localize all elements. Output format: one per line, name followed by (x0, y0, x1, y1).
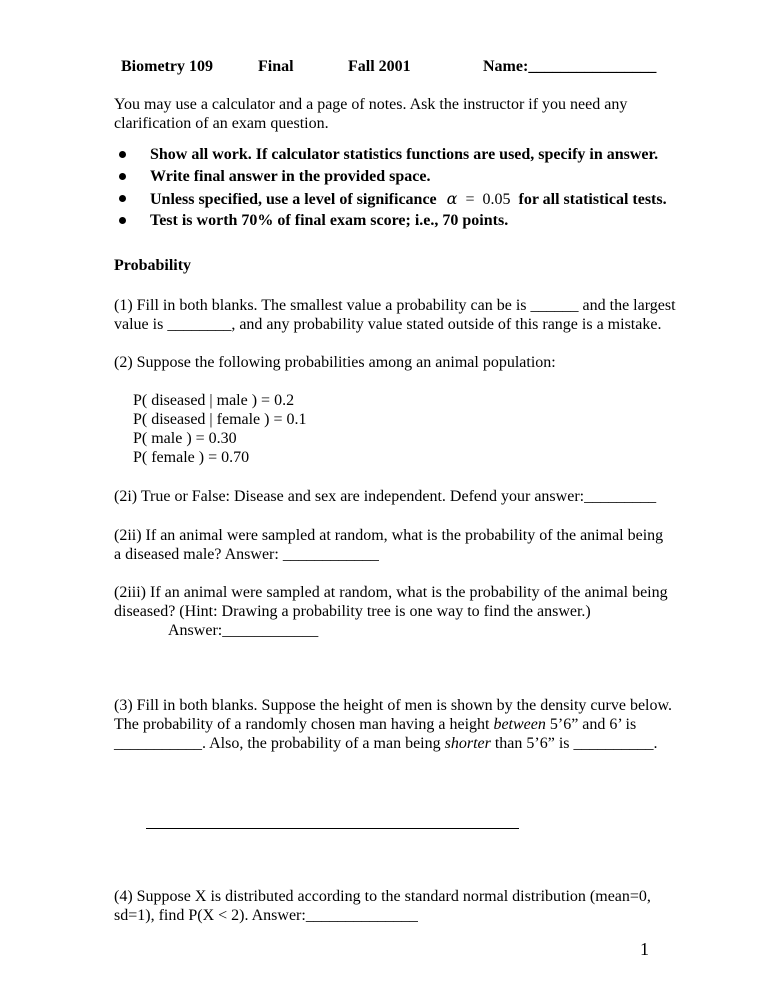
bullet-icon (119, 173, 126, 180)
equals-sign: = (465, 191, 475, 208)
density-curve-baseline (146, 828, 519, 829)
alpha-value: 0.05 (482, 191, 511, 208)
rules-list (114, 145, 714, 233)
prob-line: P( diseased | male ) = 0.2 (133, 392, 295, 409)
rule-item (114, 189, 714, 211)
prob-line: P( male ) = 0.30 (133, 430, 237, 447)
bullet-icon (119, 151, 126, 158)
q3-emphasis-between: between (493, 716, 546, 733)
instructions-intro: You may use a calculator and a page of notes. Ask the instructor if you need any clarification of an exam question. (114, 96, 628, 132)
rule-text: Unless specified, use a level of significance (150, 191, 437, 208)
page-number: 1 (640, 939, 649, 959)
rule-text: Test is worth 70% of final exam score; i.e., 70 points. (150, 212, 509, 229)
question-2ii: (2ii) If an animal were sampled at random, what is the probability of the animal being a diseased male? Answer: ____________ (114, 527, 664, 563)
question-4: (4) Suppose X is distributed according to the standard normal distribution (mean=0, sd=1), find P(X < 2). Answer:______________ (114, 888, 651, 924)
bullet-icon (119, 217, 126, 224)
rule-text: Show all work. If calculator statistics functions are used, specify in answer. (150, 146, 659, 163)
prob-line: P( diseased | female ) = 0.1 (133, 411, 307, 428)
bullet-icon (119, 195, 126, 202)
course-title: Biometry 109 (121, 58, 213, 75)
q3-text: (3) Fill in both blanks. Suppose the height of men is shown by the density curve below. The probability of a randomly chosen man having a height (114, 697, 673, 733)
question-2iii-answer[interactable]: Answer:____________ (168, 622, 319, 639)
rule-text: Write final answer in the provided space. (150, 168, 431, 185)
alpha-symbol: α (446, 189, 458, 208)
name-field[interactable]: Name:________________ (483, 58, 657, 75)
q3-text: 5’6” and 6’ is ___________. Also, the probability of a man being (114, 716, 637, 752)
exam-term: Fall 2001 (348, 58, 411, 75)
exam-type: Final (258, 58, 294, 75)
q3-text: than 5’6” is __________. (490, 735, 658, 752)
question-3 (114, 696, 679, 753)
rule-item (114, 211, 714, 233)
question-2-intro: (2) Suppose the following probabilities among an animal population: (114, 354, 556, 371)
section-title: Probability (114, 257, 192, 274)
rule-item (114, 145, 714, 167)
question-1: (1) Fill in both blanks. The smallest value a probability can be is ______ and the largest value is ________, and any probability value stated outside of this range is a mistake. (114, 297, 676, 333)
question-2iii: (2iii) If an animal were sampled at random, what is the probability of the animal being diseased? (Hint: Drawing a probability tree is one way to find the answer.) (114, 584, 668, 620)
rule-item (114, 167, 714, 189)
q3-emphasis-shorter: shorter (444, 735, 491, 752)
question-2i: (2i) True or False: Disease and sex are independent. Defend your answer:_________ (114, 488, 657, 505)
prob-line: P( female ) = 0.70 (133, 449, 250, 466)
rule-text: for all statistical tests. (518, 191, 667, 208)
